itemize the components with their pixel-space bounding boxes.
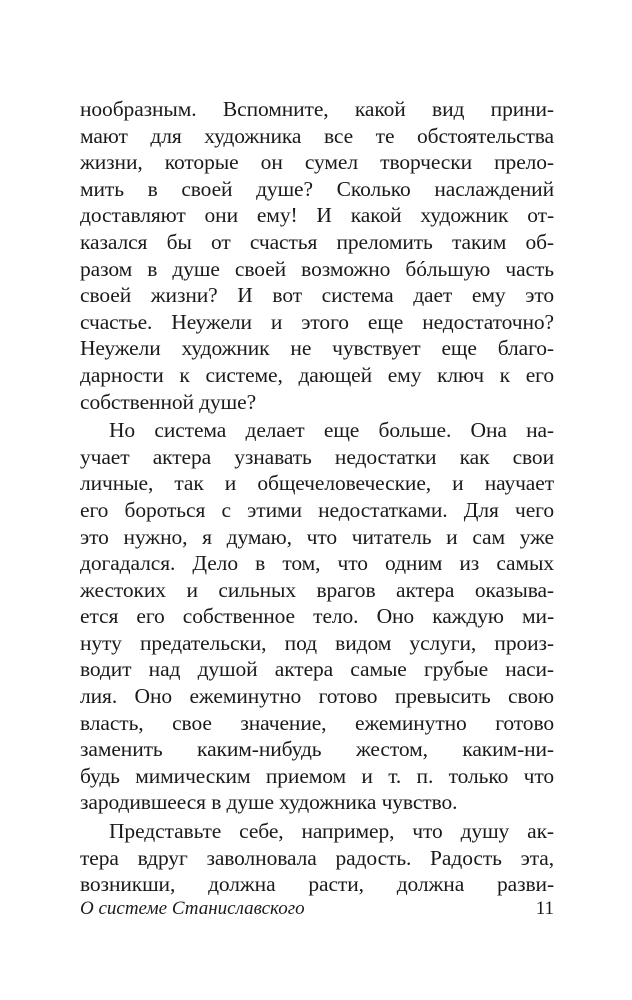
text-line: ется его собственное тело. Оно каждую ми-	[80, 604, 554, 629]
text-line: мить в своей душе? Сколько наслаждений	[80, 176, 554, 201]
text-line: разом в душе своей возможно бóльшую часть	[80, 256, 554, 281]
text-line: дарности к системе, дающей ему ключ к его	[80, 362, 554, 387]
text-line: Представьте себе, например, что душу ак-	[109, 819, 554, 844]
text-line: его бороться с этими недостатками. Для чего	[80, 497, 554, 522]
text-line: это нужно, я думаю, что читатель и сам уже	[80, 524, 554, 549]
text-line: возникши, должна расти, должна разви-	[80, 872, 554, 897]
text-line: нообразным. Вспомните, какой вид прини-	[80, 97, 554, 121]
text-line: собственной душе?	[80, 389, 257, 414]
text-line: заменить каким-нибудь жестом, каким-ни-	[80, 737, 554, 762]
text-line: догадался. Дело в том, что одним из самых	[80, 551, 554, 576]
text-line: доставляют они ему! И какой художник от-	[80, 203, 554, 228]
paragraph-1	[80, 96, 554, 415]
text-line: Неужели художник не чувствует еще благо-	[80, 336, 554, 361]
page-footer	[80, 896, 554, 922]
text-line: будь мимическим приемом и т. п. только что	[80, 763, 554, 788]
text-line: жизни, которые он сумел творчески прело-	[80, 150, 554, 175]
text-line: зародившееся в душе художника чувство.	[80, 790, 458, 815]
text-line: нуту предательски, под видом услуги, произ-	[80, 630, 554, 655]
body-text	[80, 96, 554, 898]
text-line: счастье. Неужели и этого еще недостаточно?	[80, 309, 554, 334]
paragraph-2	[80, 417, 554, 816]
text-line: водит над душой актера самые грубые наси-	[80, 657, 554, 682]
page-number: 11	[535, 898, 554, 919]
paragraph-3	[80, 818, 554, 898]
text-line: мают для художника все те обстоятельства	[80, 123, 554, 148]
text-line: казался бы от счастья преломить таким об-	[80, 229, 554, 254]
text-line: тера вдруг заволновала радость. Радость эта,	[80, 845, 554, 870]
text-line: личные, так и общечеловеческие, и научает	[80, 471, 554, 496]
running-head: О системе Станиславского	[80, 898, 305, 919]
text-line: учает актера узнавать недостатки как свои	[80, 444, 554, 469]
text-line: своей жизни? И вот система дает ему это	[80, 283, 554, 308]
text-line: лия. Оно ежеминутно готово превысить свою	[80, 684, 554, 709]
text-line: власть, свое значение, ежеминутно готово	[80, 710, 554, 735]
text-line: жестоких и сильных врагов актера оказыва-	[80, 577, 554, 602]
text-line: Но система делает еще больше. Она на-	[109, 418, 554, 443]
